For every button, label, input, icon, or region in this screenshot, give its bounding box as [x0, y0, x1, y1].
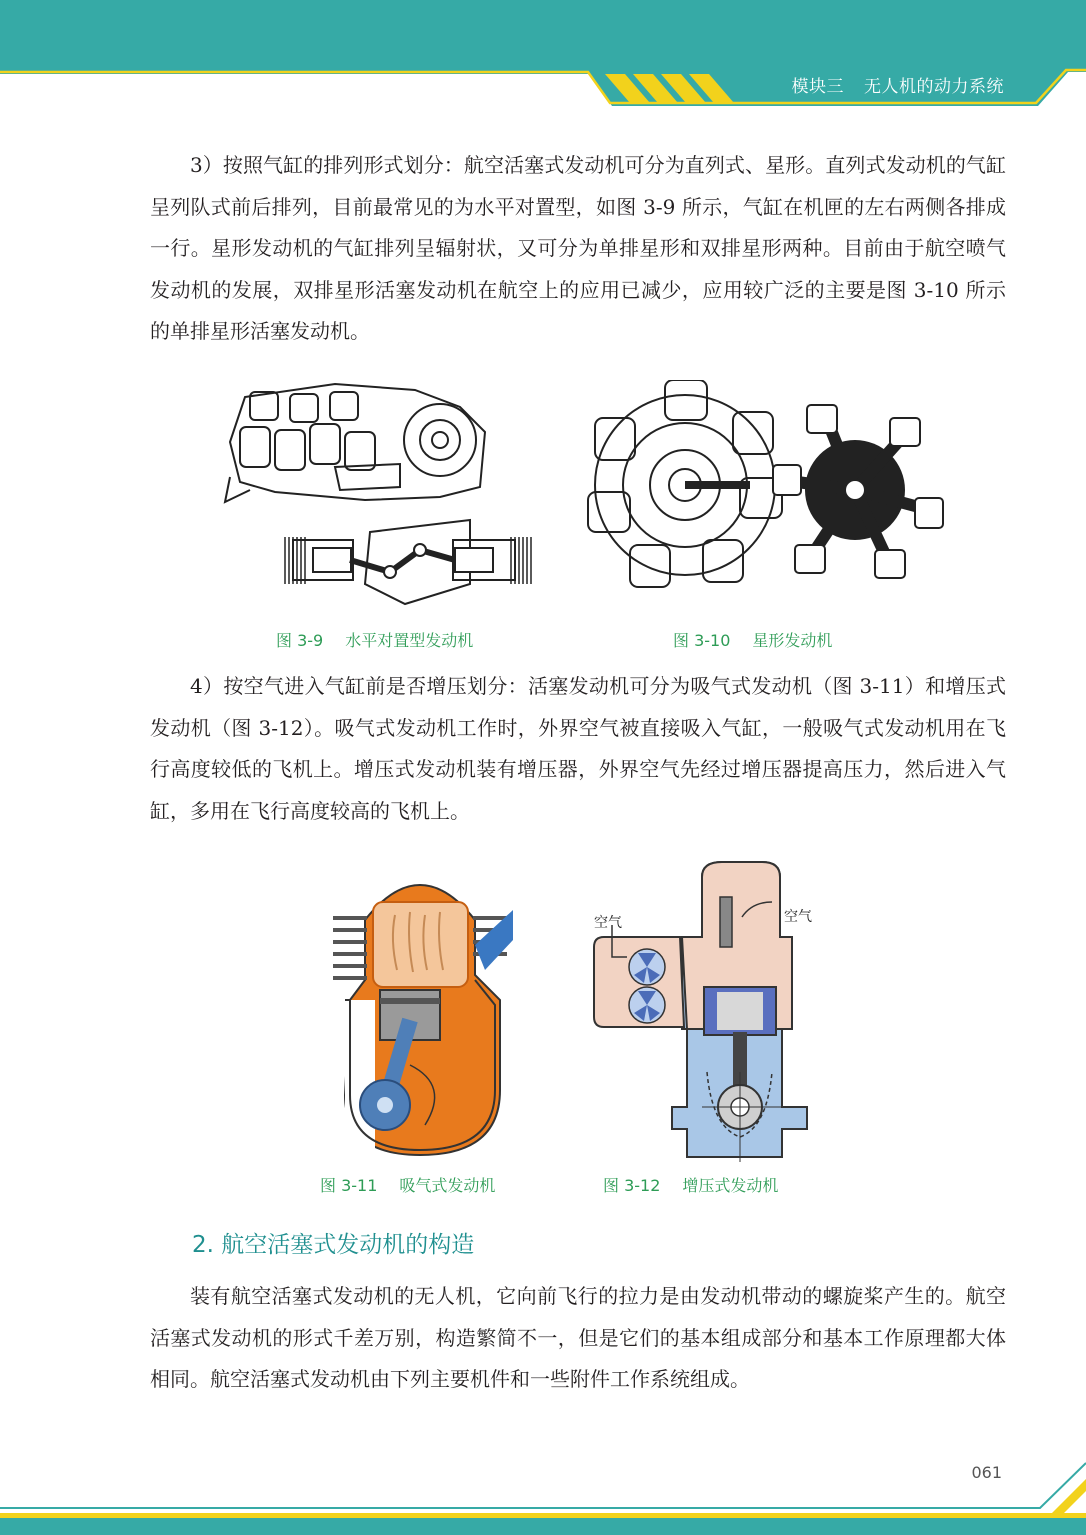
figure-horizontal-opposed-engine [215, 372, 545, 617]
caption-number: 图 3-11 [320, 1176, 378, 1195]
caption-fig-3-11 [320, 1173, 495, 1196]
section-heading: 2. 航空活塞式发动机的构造 [192, 1232, 475, 1258]
paragraph-cylinder-arrangement: 3）按照气缸的排列形式划分：航空活塞式发动机可分为直列式、星形。直列式发动机的气缸呈列队式前后排列，目前最常见的为水平对置型，如图 3-9 所示，气缸在机匣的左右两侧各排成一行。星形发动机的气缸排列呈辐射状，又可分为单排星形和双排星形两种。目前由于航空喷气发动机的发展，双排星形活塞发动机在航空上的应用已减少，应用较广泛的主要是图 3-10 所示的单排星形活塞发动机。 [150, 153, 1006, 343]
figure-naturally-aspirated-engine [325, 860, 515, 1160]
header-module: 模块三 [791, 77, 844, 97]
footer-band [0, 1455, 1086, 1535]
caption-number: 图 3-9 [276, 631, 324, 650]
caption-title: 水平对置型发动机 [345, 631, 474, 650]
caption-fig-3-12 [603, 1173, 778, 1196]
caption-title: 吸气式发动机 [399, 1176, 496, 1195]
caption-title: 增压式发动机 [682, 1176, 779, 1195]
caption-number: 图 3-10 [673, 631, 731, 650]
paragraph-engine-structure: 装有航空活塞式发动机的无人机，它向前飞行的拉力是由发动机带动的螺旋桨产生的。航空活塞式发动机的形式千差万别，构造繁简不一，但是它们的基本组成部分和基本工作原理都大体相同。航空活塞式发动机由下列主要机件和一些附件工作系统组成。 [150, 1284, 1006, 1391]
caption-fig-3-10 [673, 628, 832, 651]
caption-number: 图 3-12 [603, 1176, 661, 1195]
header-chapter: 无人机的动力系统 [864, 77, 1004, 97]
caption-title: 星形发动机 [752, 631, 833, 650]
figure-supercharged-engine [592, 857, 822, 1162]
page-number: 061 [971, 1463, 1002, 1482]
figure-radial-engine [585, 380, 945, 610]
caption-fig-3-9 [276, 628, 473, 651]
header-title [792, 72, 1005, 97]
label-air-inlet: 空气 [594, 915, 622, 931]
paragraph-supercharging: 4）按空气进入气缸前是否增压划分：活塞发动机可分为吸气式发动机（图 3-11）和增压式发动机（图 3-12）。吸气式发动机工作时，外界空气被直接吸入气缸，一般吸气式发动机用在飞行高度较低的飞机上。增压式发动机装有增压器，外界空气先经过增压器提高压力，然后进入气缸，多用在飞行高度较高的飞机上。 [150, 674, 1006, 823]
label-air-outlet: 空气 [784, 909, 812, 925]
